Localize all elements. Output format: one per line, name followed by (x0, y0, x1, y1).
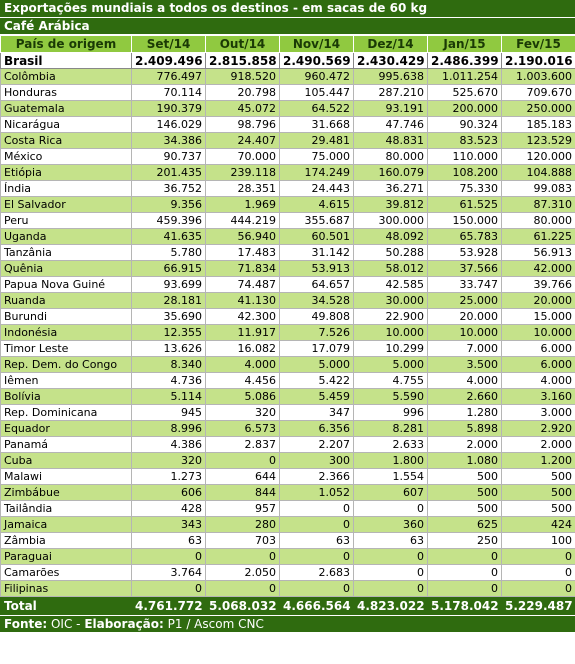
country-cell: Equador (1, 421, 132, 437)
country-cell: Cuba (1, 453, 132, 469)
value-cell: 16.082 (206, 341, 280, 357)
country-cell: Uganda (1, 229, 132, 245)
table-row (1, 389, 575, 405)
value-cell: 4.666.564 (280, 597, 354, 615)
value-cell: 90.737 (132, 149, 206, 165)
table-row (1, 261, 575, 277)
value-cell: 4.615 (280, 197, 354, 213)
country-cell: Tanzânia (1, 245, 132, 261)
value-cell: 24.443 (280, 181, 354, 197)
country-cell: Indonésia (1, 325, 132, 341)
value-cell: 35.690 (132, 309, 206, 325)
value-cell: 1.280 (428, 405, 502, 421)
table-title: Exportações mundiais a todos os destinos - em sacas de 60 kg (0, 0, 575, 18)
table-row (1, 357, 575, 373)
table-row (1, 213, 575, 229)
value-cell: 0 (132, 581, 206, 597)
value-cell: 150.000 (428, 213, 502, 229)
column-header-month: Nov/14 (280, 36, 354, 53)
table-row (1, 277, 575, 293)
country-cell: Bolívia (1, 389, 132, 405)
country-cell: Rep. Dem. do Congo (1, 357, 132, 373)
value-cell: 1.003.600 (502, 69, 575, 85)
table-row (1, 101, 575, 117)
table-row (1, 325, 575, 341)
value-cell: 65.783 (428, 229, 502, 245)
table-row (1, 181, 575, 197)
value-cell: 4.000 (428, 373, 502, 389)
value-cell: 63 (354, 533, 428, 549)
value-cell: 36.271 (354, 181, 428, 197)
value-cell: 5.068.032 (206, 597, 280, 615)
table-row (1, 565, 575, 581)
source-value: OIC - (47, 617, 85, 631)
value-cell: 50.288 (354, 245, 428, 261)
footer-source (0, 615, 575, 632)
value-cell: 49.808 (280, 309, 354, 325)
value-cell: 500 (428, 485, 502, 501)
value-cell: 93.191 (354, 101, 428, 117)
value-cell: 2.190.016 (502, 53, 575, 69)
table-row-brasil (1, 53, 575, 69)
value-cell: 108.200 (428, 165, 502, 181)
value-cell: 945 (132, 405, 206, 421)
column-header-month: Jan/15 (428, 36, 502, 53)
value-cell: 525.670 (428, 85, 502, 101)
value-cell: 1.011.254 (428, 69, 502, 85)
value-cell: 6.356 (280, 421, 354, 437)
column-header-country: País de origem (1, 36, 132, 53)
table-row (1, 293, 575, 309)
country-cell: Panamá (1, 437, 132, 453)
country-cell: Nicarágua (1, 117, 132, 133)
value-cell: 0 (354, 549, 428, 565)
value-cell: 39.812 (354, 197, 428, 213)
value-cell: 6.573 (206, 421, 280, 437)
value-cell: 320 (132, 453, 206, 469)
table-row (1, 309, 575, 325)
value-cell: 343 (132, 517, 206, 533)
country-cell: Honduras (1, 85, 132, 101)
value-cell: 100 (502, 533, 575, 549)
country-cell: Tailândia (1, 501, 132, 517)
value-cell: 34.386 (132, 133, 206, 149)
table-row (1, 437, 575, 453)
value-cell: 8.340 (132, 357, 206, 373)
value-cell: 98.796 (206, 117, 280, 133)
value-cell: 0 (280, 581, 354, 597)
country-cell: Colômbia (1, 69, 132, 85)
value-cell: 64.522 (280, 101, 354, 117)
table-body (1, 53, 575, 615)
value-cell: 5.459 (280, 389, 354, 405)
value-cell: 500 (428, 501, 502, 517)
value-cell: 280 (206, 517, 280, 533)
value-cell: 53.913 (280, 261, 354, 277)
elaboration-label: Elaboração: (84, 617, 164, 631)
value-cell: 28.351 (206, 181, 280, 197)
value-cell: 2.490.569 (280, 53, 354, 69)
value-cell: 960.472 (280, 69, 354, 85)
value-cell: 2.207 (280, 437, 354, 453)
column-header-month: Set/14 (132, 36, 206, 53)
value-cell: 31.142 (280, 245, 354, 261)
value-cell: 66.915 (132, 261, 206, 277)
table-row (1, 165, 575, 181)
table-row (1, 501, 575, 517)
value-cell: 28.181 (132, 293, 206, 309)
value-cell: 5.000 (280, 357, 354, 373)
value-cell: 0 (206, 549, 280, 565)
country-cell: Total (1, 597, 132, 615)
value-cell: 25.000 (428, 293, 502, 309)
table-subtitle: Café Arábica (0, 18, 575, 35)
column-header-month: Fev/15 (502, 36, 575, 53)
table-row (1, 229, 575, 245)
value-cell: 61.525 (428, 197, 502, 213)
country-cell: México (1, 149, 132, 165)
country-cell: Timor Leste (1, 341, 132, 357)
value-cell: 2.000 (502, 437, 575, 453)
value-cell: 428 (132, 501, 206, 517)
value-cell: 110.000 (428, 149, 502, 165)
country-cell: Quênia (1, 261, 132, 277)
header-row (1, 36, 575, 53)
value-cell: 444.219 (206, 213, 280, 229)
value-cell: 2.633 (354, 437, 428, 453)
value-cell: 0 (354, 581, 428, 597)
value-cell: 93.699 (132, 277, 206, 293)
value-cell: 10.000 (428, 325, 502, 341)
value-cell: 500 (502, 469, 575, 485)
value-cell: 34.528 (280, 293, 354, 309)
value-cell: 1.800 (354, 453, 428, 469)
country-cell: Filipinas (1, 581, 132, 597)
value-cell: 4.761.772 (132, 597, 206, 615)
exports-table (0, 35, 575, 615)
table-row (1, 533, 575, 549)
country-cell: El Salvador (1, 197, 132, 213)
value-cell: 5.178.042 (428, 597, 502, 615)
value-cell: 2.430.429 (354, 53, 428, 69)
value-cell: 9.356 (132, 197, 206, 213)
source-label: Fonte: (4, 617, 48, 631)
value-cell: 24.407 (206, 133, 280, 149)
value-cell: 0 (502, 581, 575, 597)
value-cell: 250.000 (502, 101, 575, 117)
value-cell: 20.000 (428, 309, 502, 325)
value-cell: 606 (132, 485, 206, 501)
value-cell: 47.746 (354, 117, 428, 133)
table-row (1, 469, 575, 485)
value-cell: 99.083 (502, 181, 575, 197)
value-cell: 2.050 (206, 565, 280, 581)
value-cell: 360 (354, 517, 428, 533)
value-cell: 3.160 (502, 389, 575, 405)
value-cell: 703 (206, 533, 280, 549)
value-cell: 250 (428, 533, 502, 549)
value-cell: 20.798 (206, 85, 280, 101)
value-cell: 31.668 (280, 117, 354, 133)
value-cell: 0 (280, 549, 354, 565)
value-cell: 5.114 (132, 389, 206, 405)
table-row (1, 133, 575, 149)
country-cell: Malawi (1, 469, 132, 485)
value-cell: 424 (502, 517, 575, 533)
value-cell: 5.086 (206, 389, 280, 405)
table-row (1, 485, 575, 501)
table-row (1, 581, 575, 597)
value-cell: 500 (502, 485, 575, 501)
value-cell: 2.837 (206, 437, 280, 453)
value-cell: 1.052 (280, 485, 354, 501)
value-cell: 146.029 (132, 117, 206, 133)
table-row (1, 85, 575, 101)
value-cell: 300.000 (354, 213, 428, 229)
value-cell: 45.072 (206, 101, 280, 117)
value-cell: 4.386 (132, 437, 206, 453)
table-row-total (1, 597, 575, 615)
value-cell: 48.092 (354, 229, 428, 245)
value-cell: 2.920 (502, 421, 575, 437)
value-cell: 42.300 (206, 309, 280, 325)
value-cell: 500 (428, 469, 502, 485)
value-cell: 320 (206, 405, 280, 421)
country-cell: Paraguai (1, 549, 132, 565)
value-cell: 41.130 (206, 293, 280, 309)
value-cell: 80.000 (502, 213, 575, 229)
country-cell: Iêmen (1, 373, 132, 389)
value-cell: 201.435 (132, 165, 206, 181)
value-cell: 5.898 (428, 421, 502, 437)
country-cell: Brasil (1, 53, 132, 69)
table-row (1, 197, 575, 213)
value-cell: 625 (428, 517, 502, 533)
value-cell: 0 (502, 549, 575, 565)
value-cell: 36.752 (132, 181, 206, 197)
column-header-month: Out/14 (206, 36, 280, 53)
value-cell: 39.766 (502, 277, 575, 293)
value-cell: 2.000 (428, 437, 502, 453)
value-cell: 0 (354, 565, 428, 581)
country-cell: Burundi (1, 309, 132, 325)
country-cell: Índia (1, 181, 132, 197)
value-cell: 0 (428, 565, 502, 581)
value-cell: 75.000 (280, 149, 354, 165)
value-cell: 37.566 (428, 261, 502, 277)
value-cell: 300 (280, 453, 354, 469)
value-cell: 957 (206, 501, 280, 517)
value-cell: 2.660 (428, 389, 502, 405)
value-cell: 41.635 (132, 229, 206, 245)
value-cell: 0 (428, 549, 502, 565)
table-row (1, 149, 575, 165)
value-cell: 12.355 (132, 325, 206, 341)
value-cell: 844 (206, 485, 280, 501)
value-cell: 355.687 (280, 213, 354, 229)
value-cell: 87.310 (502, 197, 575, 213)
value-cell: 500 (502, 501, 575, 517)
table-row (1, 341, 575, 357)
value-cell: 60.501 (280, 229, 354, 245)
value-cell: 56.913 (502, 245, 575, 261)
value-cell: 22.900 (354, 309, 428, 325)
country-cell: Rep. Dominicana (1, 405, 132, 421)
value-cell: 58.012 (354, 261, 428, 277)
value-cell: 0 (206, 581, 280, 597)
value-cell: 75.330 (428, 181, 502, 197)
value-cell: 2.366 (280, 469, 354, 485)
country-cell: Guatemala (1, 101, 132, 117)
value-cell: 174.249 (280, 165, 354, 181)
value-cell: 709.670 (502, 85, 575, 101)
value-cell: 2.409.496 (132, 53, 206, 69)
value-cell: 3.500 (428, 357, 502, 373)
country-cell: Zimbábue (1, 485, 132, 501)
value-cell: 48.831 (354, 133, 428, 149)
value-cell: 10.000 (502, 325, 575, 341)
value-cell: 104.888 (502, 165, 575, 181)
table-row (1, 117, 575, 133)
value-cell: 53.928 (428, 245, 502, 261)
value-cell: 4.823.022 (354, 597, 428, 615)
value-cell: 1.554 (354, 469, 428, 485)
value-cell: 63 (280, 533, 354, 549)
value-cell: 3.000 (502, 405, 575, 421)
value-cell: 42.585 (354, 277, 428, 293)
value-cell: 4.736 (132, 373, 206, 389)
value-cell: 80.000 (354, 149, 428, 165)
value-cell: 74.487 (206, 277, 280, 293)
value-cell: 42.000 (502, 261, 575, 277)
value-cell: 607 (354, 485, 428, 501)
value-cell: 2.815.858 (206, 53, 280, 69)
value-cell: 123.529 (502, 133, 575, 149)
country-cell: Ruanda (1, 293, 132, 309)
value-cell: 918.520 (206, 69, 280, 85)
value-cell: 90.324 (428, 117, 502, 133)
value-cell: 30.000 (354, 293, 428, 309)
value-cell: 347 (280, 405, 354, 421)
value-cell: 33.747 (428, 277, 502, 293)
table-row (1, 453, 575, 469)
value-cell: 63 (132, 533, 206, 549)
value-cell: 160.079 (354, 165, 428, 181)
value-cell: 0 (502, 565, 575, 581)
value-cell: 4.755 (354, 373, 428, 389)
value-cell: 1.080 (428, 453, 502, 469)
value-cell: 185.183 (502, 117, 575, 133)
value-cell: 61.225 (502, 229, 575, 245)
value-cell: 5.780 (132, 245, 206, 261)
value-cell: 64.657 (280, 277, 354, 293)
value-cell: 6.000 (502, 341, 575, 357)
country-cell: Jamaica (1, 517, 132, 533)
value-cell: 8.996 (132, 421, 206, 437)
value-cell: 2.683 (280, 565, 354, 581)
value-cell: 287.210 (354, 85, 428, 101)
table-row (1, 245, 575, 261)
value-cell: 17.483 (206, 245, 280, 261)
value-cell: 70.114 (132, 85, 206, 101)
table-row (1, 69, 575, 85)
value-cell: 120.000 (502, 149, 575, 165)
value-cell: 1.200 (502, 453, 575, 469)
value-cell: 4.000 (502, 373, 575, 389)
value-cell: 70.000 (206, 149, 280, 165)
table-row (1, 517, 575, 533)
column-header-month: Dez/14 (354, 36, 428, 53)
elaboration-value: P1 / Ascom CNC (163, 617, 264, 631)
value-cell: 7.000 (428, 341, 502, 357)
value-cell: 996 (354, 405, 428, 421)
table-row (1, 549, 575, 565)
value-cell: 5.000 (354, 357, 428, 373)
value-cell: 1.969 (206, 197, 280, 213)
value-cell: 83.523 (428, 133, 502, 149)
value-cell: 4.456 (206, 373, 280, 389)
value-cell: 17.079 (280, 341, 354, 357)
value-cell: 10.299 (354, 341, 428, 357)
value-cell: 0 (132, 549, 206, 565)
value-cell: 105.447 (280, 85, 354, 101)
value-cell: 10.000 (354, 325, 428, 341)
country-cell: Zâmbia (1, 533, 132, 549)
value-cell: 1.273 (132, 469, 206, 485)
value-cell: 3.764 (132, 565, 206, 581)
value-cell: 0 (280, 501, 354, 517)
country-cell: Papua Nova Guiné (1, 277, 132, 293)
value-cell: 2.486.399 (428, 53, 502, 69)
value-cell: 11.917 (206, 325, 280, 341)
value-cell: 200.000 (428, 101, 502, 117)
value-cell: 6.000 (502, 357, 575, 373)
value-cell: 13.626 (132, 341, 206, 357)
value-cell: 0 (206, 453, 280, 469)
value-cell: 29.481 (280, 133, 354, 149)
value-cell: 20.000 (502, 293, 575, 309)
value-cell: 190.379 (132, 101, 206, 117)
value-cell: 239.118 (206, 165, 280, 181)
table-row (1, 373, 575, 389)
country-cell: Etiópia (1, 165, 132, 181)
value-cell: 7.526 (280, 325, 354, 341)
value-cell: 56.940 (206, 229, 280, 245)
value-cell: 5.590 (354, 389, 428, 405)
value-cell: 5.229.487 (502, 597, 575, 615)
value-cell: 0 (354, 501, 428, 517)
value-cell: 71.834 (206, 261, 280, 277)
value-cell: 5.422 (280, 373, 354, 389)
country-cell: Peru (1, 213, 132, 229)
value-cell: 15.000 (502, 309, 575, 325)
value-cell: 459.396 (132, 213, 206, 229)
value-cell: 0 (428, 581, 502, 597)
value-cell: 776.497 (132, 69, 206, 85)
value-cell: 644 (206, 469, 280, 485)
country-cell: Camarões (1, 565, 132, 581)
value-cell: 995.638 (354, 69, 428, 85)
value-cell: 4.000 (206, 357, 280, 373)
country-cell: Costa Rica (1, 133, 132, 149)
value-cell: 0 (280, 517, 354, 533)
value-cell: 8.281 (354, 421, 428, 437)
table-row (1, 421, 575, 437)
table-row (1, 405, 575, 421)
